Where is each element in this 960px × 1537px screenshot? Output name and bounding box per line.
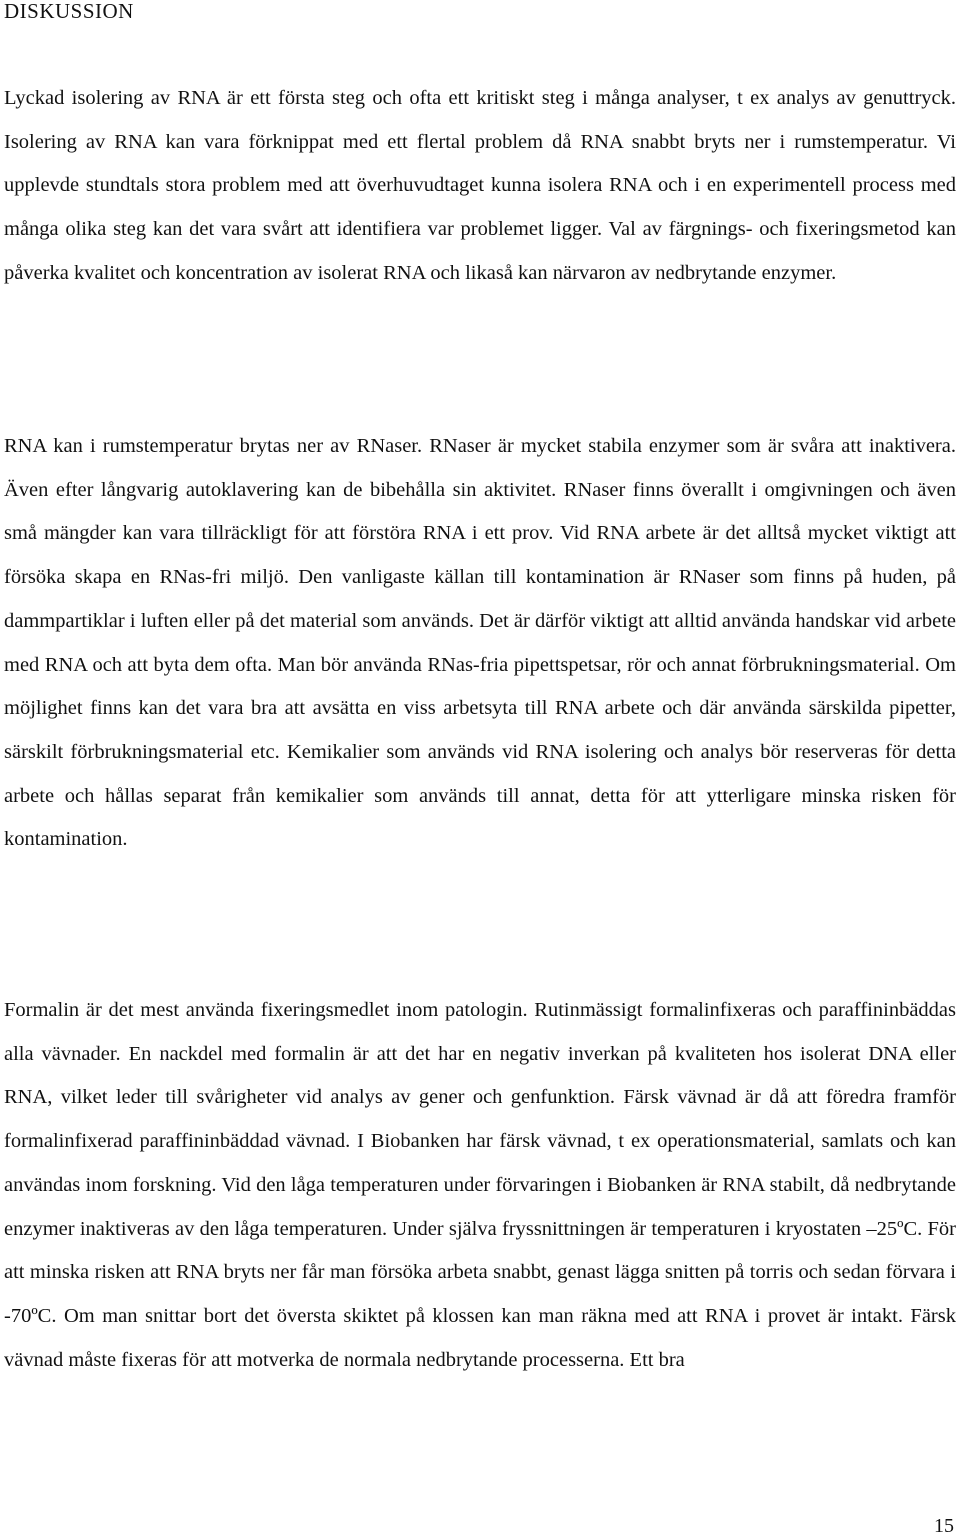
paragraph-rna-isolation: Lyckad isolering av RNA är ett första steg och ofta ett kritiskt steg i många analyser, t ex analys av genuttryck. Isolering av RNA kan vara förknippat med ett flertal problem då RNA snabbt bryts ner i rumstemperatur. Vi upplevde stundtals stora problem med att överhuvudtaget kunna isolera RNA och i en experimentell process med många olika steg kan det vara svårt att identifiera var problemet ligger. Val av färgnings- och fixeringsmetod kan påverka kvalitet och koncentration av isolerat RNA och likaså kan närvaron av nedbrytande enzymer. <box>4 87 956 284</box>
paragraph-rnases: RNA kan i rumstemperatur brytas ner av RNaser. RNaser är mycket stabila enzymer som är svåra att inaktivera. Även efter långvarig autoklavering kan de bibehålla sin aktivitet. RNaser finns överallt i omgivningen och även små mängder kan vara tillräckligt för att förstöra RNA i ett prov. Vid RNA arbete är det alltså mycket viktigt att försöka skapa en RNas-fri miljö. Den vanligaste källan till kontamination är RNaser som finns på huden, på dammpartiklar i luften eller på det material som används. Det är därför viktigt att alltid använda handskar vid arbete med RNA och att byta dem ofta. Man bör använda RNas-fria pipettspetsar, rör och annat förbrukningsmaterial. Om möjlighet finns kan det vara bra att avsätta en viss arbetsyta till RNA arbete och där använda särskilda pipetter, särskilt förbrukningsmaterial etc. Kemikalier som används vid RNA isolering och analys bör reserveras för detta arbete och hållas separat från kemikalier som används till annat, detta för att ytterligare minska risken för kontamination. <box>4 435 956 851</box>
page-number: 15 <box>934 1515 954 1537</box>
paragraph-formalin: Formalin är det mest använda fixeringsmedlet inom patologin. Rutinmässigt formalinfixeras och paraffininbäddas alla vävnader. En nackdel med formalin är att det har en negativ inverkan på kvaliteten hos isolerat DNA eller RNA, vilket leder till svårigheter vid analys av gener och genfunktion. Färsk vävnad är då att föredra framför formalinfixerad paraffininbäddad vävnad. I Biobanken har färsk vävnad, t ex operationsmaterial, samlats och kan användas inom forskning. Vid den låga temperaturen under förvaringen i Biobanken är RNA stabilt, då nedbrytande enzymer inaktiveras av den låga temperaturen. Under själva fryssnittningen är temperaturen i kryostaten –25ºC. För att minska risken att RNA bryts ner får man försöka arbeta snabbt, genast lägga snitten på torris och sedan förvara i -70ºC. Om man snittar bort det översta skiktet på klossen kan man räkna med att RNA i provet är intakt. Färsk vävnad måste fixeras för att motverka de normala nedbrytande processerna. Ett bra <box>4 999 956 1371</box>
section-heading: DISKUSSION <box>4 0 134 23</box>
